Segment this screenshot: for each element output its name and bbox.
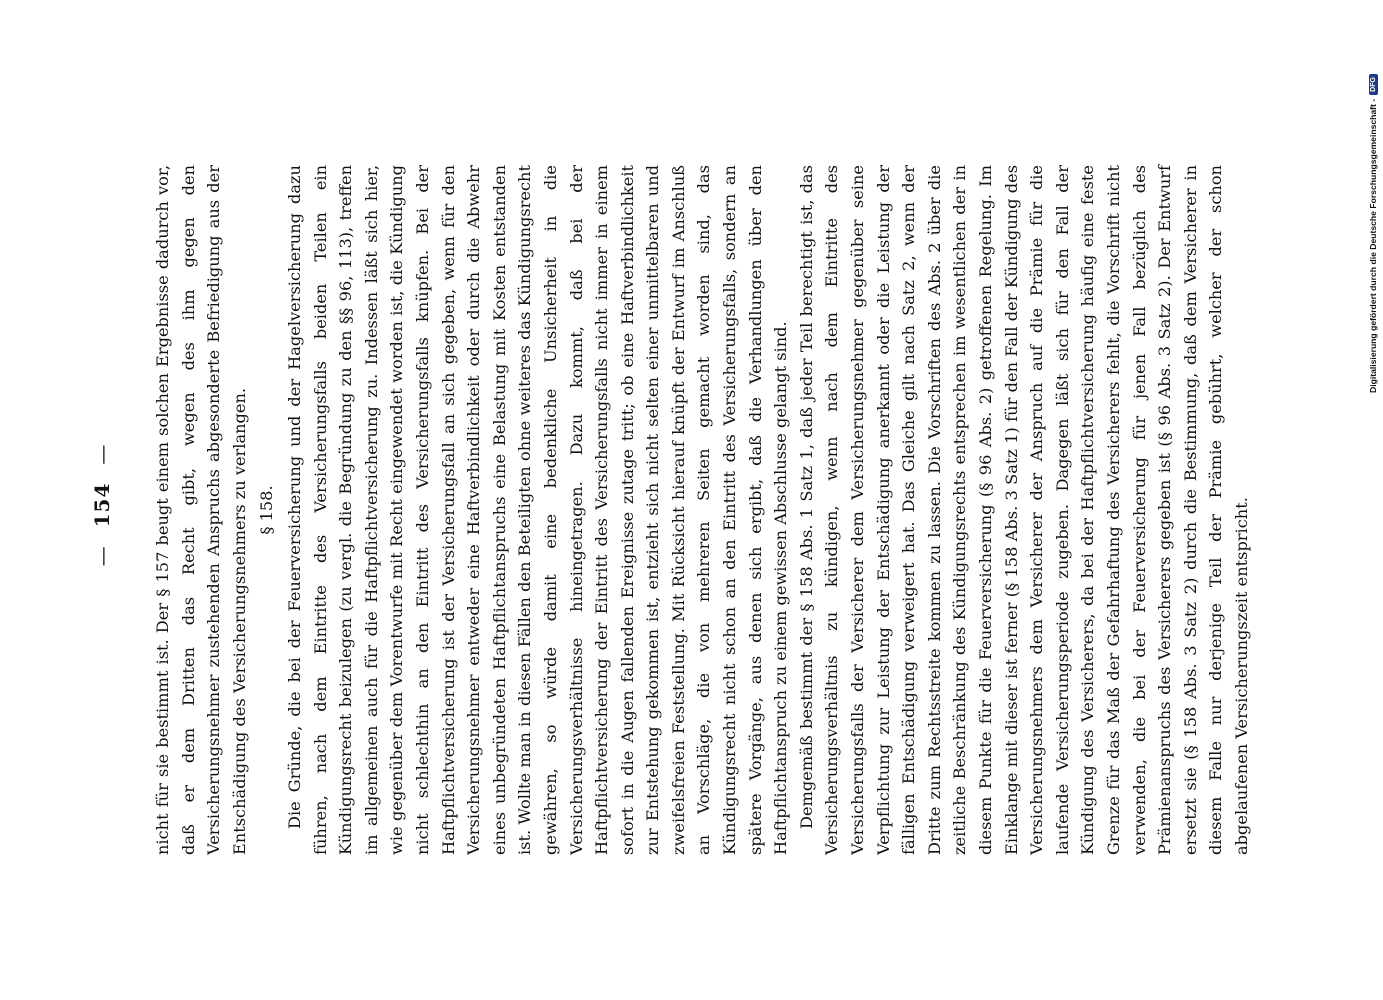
dfg-logo-badge: DFG — [1369, 74, 1378, 95]
page-header — [90, 385, 114, 625]
section-heading: § 158. — [257, 485, 277, 535]
header-dash-right: — — [90, 443, 114, 465]
body-text — [150, 165, 1255, 855]
intro-paragraph: nicht für sie bestimmt ist. Der § 157 beugt einem solchen Ergebnisse dadurch vor, daß er dem Dritten das Recht gibt, wegen des ihm gegen den Versicherungsnehmer zustehenden Anspruchs abgesonderte Befriedigung aus der Entschädigung des Versicherungsnehmers zu verlangen. — [153, 165, 249, 855]
page-content-rotated — [90, 165, 1251, 855]
page-number: 154 — [90, 482, 114, 528]
header-dash-left: — — [90, 545, 114, 567]
paragraph-2: Demgemäß bestimmt der § 158 Abs. 1 Satz 1, daß jeder Teil berechtigt ist, das Versicherungsverhältnis zu kündigen, wenn nach dem Eintritte des Versicherungsfalls der Versicherer dem Versicherungsnehmer gegenüber seine Verpflichtung zur Leistung der Entschädigung anerkannt oder die Leistung der fälligen Entschädigung verweigert hat. Das Gleiche gilt nach Satz 2, wenn der Dritte zum Rechtsstreite kommen zu lassen. Die Vorschriften des Abs. 2 über die zeitliche Beschränkung des Kündigungsrechts entsprechen im wesentlichen der in diesem Punkte für die Feuerversicherung (§ 96 Abs. 2) getroffenen Regelung. Im Einklange mit dieser ist ferner (§ 158 Abs. 3 Satz 1) für den Fall der Kündigung des Versicherungsnehmers dem Versicherer der Anspruch auf die Prämie für die laufende Versicherungsperiode zugeben. Dagegen läßt sich für den Fall der Kündigung des Versicherers, da bei der Haftpflichtversicherung häufig eine feste Grenze für das Maß der Gefahrhaftung des Versicherers fehlt, die Vorschrift nicht verwenden, die bei der Feuerversicherung für jenen Fall bezüglich des Prämienanspruchs des Versicherers gegeben ist (§ 96 Abs. 3 Satz 2). Der Entwurf ersetzt sie (§ 158 Abs. 3 Satz 2) durch die Bestimmung, daß dem Versicherer in diesem Falle nur derjenige Teil der Prämie gebührt, welcher der schon abgelaufenen Versicherungszeit entspricht. — [796, 165, 1251, 855]
dfg-footer-inner — [1367, 3, 1379, 393]
paragraph-1: Die Gründe, die bei der Feuerversicherung und der Hagelversicherung dazu führen, nach dem Eintritte des Versicherungsfalls beiden Teilen ein Kündigungsrecht beizulegen (zu vergl. die Begründung zu den §§ 96, 113), treffen im allgemeinen auch für die Haftpflichtversicherung zu. Indessen läßt sich hier, wie gegenüber dem Vorentwurfe mit Recht eingewendet worden ist, die Kündigung nicht schlechthin an den Eintritt des Versicherungsfalls knüpfen. Bei der Haftpflichtversicherung ist der Versicherungsfall an sich gegeben, wenn für den Versicherungsnehmer entweder eine Haftverbindlichkeit oder durch die Abwehr eines unbegründeten Haftpflichtanspruchs eine Belastung mit Kosten entstanden ist. Wollte man in diesen Fällen den Beteiligten ohne weiteres das Kündigungsrecht gewähren, so würde damit eine bedenkliche Unsicherheit in die Versicherungsverhältnisse hineingetragen. Dazu kommt, daß bei der Haftpflichtversicherung der Eintritt des Versicherungsfalls nicht immer in einem sofort in die Augen fallenden Ereignisse zutage tritt; ob eine Haftverbindlichkeit zur Entstehung gekommen ist, entzieht sich nicht selten einer unmittelbaren und zweifelsfreien Feststellung. Mit Rücksicht hierauf knüpft der Entwurf im Anschluß an Vorschläge, die von mehreren Seiten gemacht worden sind, das Kündigungsrecht nicht schon an den Eintritt des Versicherungsfalls, sondern an spätere Vorgänge, aus denen sich ergibt, daß die Verhandlungen über den Haftpflichtanspruch zu einem gewissen Abschlusse gelangt sind. — [284, 165, 791, 855]
dfg-footer — [1367, 8, 1379, 398]
dfg-funding-text: Digitalisierung gefördert durch die Deutsche Forschungsgemeinschaft - — [1368, 98, 1378, 393]
